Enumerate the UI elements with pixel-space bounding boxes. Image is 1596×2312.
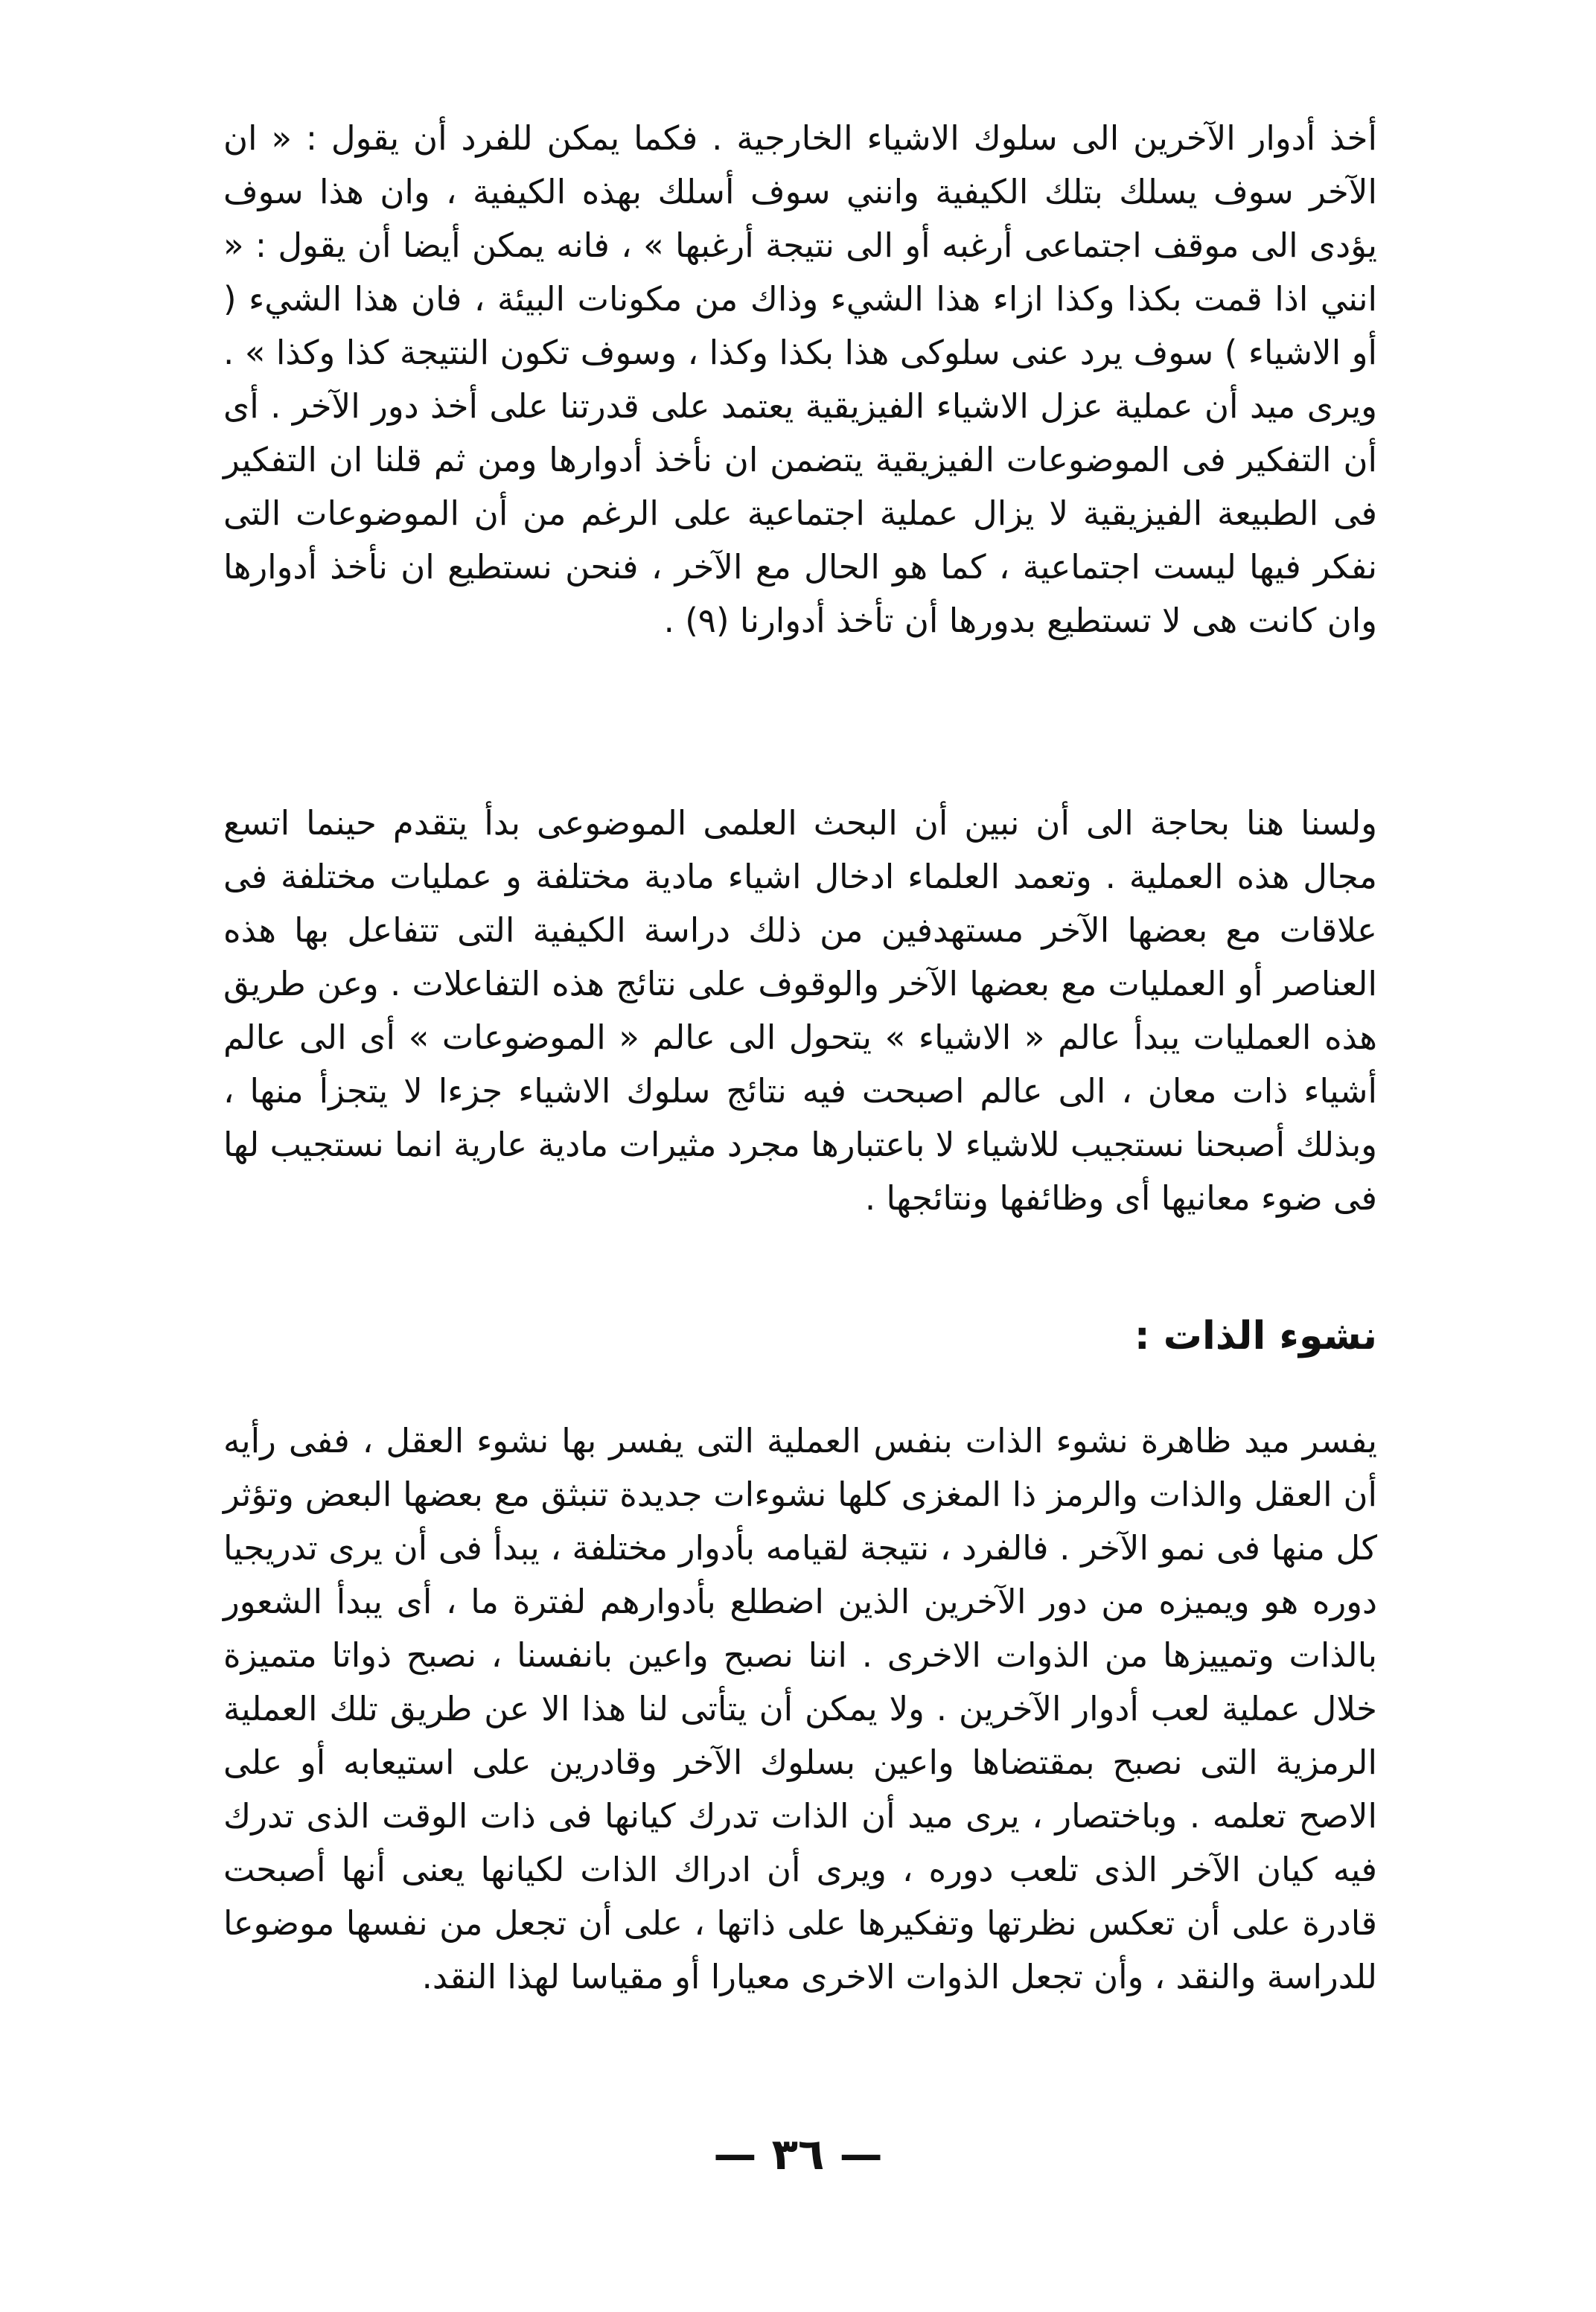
paragraph-scientific-research: ولسنا هنا بحاجة الى أن نبين أن البحث العلمى الموضوعى بدأ يتقدم حينما اتسع مجال هذه العملية . وتعمد العلماء ادخال اشياء مادية مختلفة و عمليات مختلفة فى علاقات مع بعضها الآخر مستهدفين من ذلك دراسة الكيفية التى تتفاعل بها هذه العناصر أو العمليات مع بعضها الآخر والوقوف على نتائج هذه التفاعلات . وعن طريق هذه العمليات يبدأ عالم « الاشياء » يتحول الى عالم « الموضوعات » أى الى عالم أشياء ذات معان ، الى عالم اصبحت فيه نتائج سلوك الاشياء جزءا لا يتجزأ منها ، وبذلك أصبحنا نستجيب للاشياء لا باعتبارها مجرد مثيرات مادية عارية انما نستجيب لها فى ضوء معانيها أى وظائفها ونتائجها . [223, 803, 1377, 1218]
paragraph-taking-roles-of-objects: أخذ أدوار الآخرين الى سلوك الاشياء الخارجية . فكما يمكن للفرد أن يقول : « ان الآخر سوف يسلك بتلك الكيفية وانني سوف أسلك بهذه الكيفية ، وان هذا سوف يؤدى الى موقف اجتماعى أرغبه أو الى نتيجة أرغبها » ، فانه يمكن أيضا أن يقول : « انني اذا قمت بكذا وكذا ازاء هذا الشيء وذاك من مكونات البيئة ، فان هذا الشيء ( أو الاشياء ) سوف يرد عنى سلوكى هذا بكذا وكذا ، وسوف تكون النتيجة كذا وكذا » . ويرى ميد أن عملية عزل الاشياء الفيزيقية يعتمد على قدرتنا على أخذ دور الآخر . أى أن التفكير فى الموضوعات الفيزيقية يتضمن ان نأخذ أدوارها ومن ثم قلنا ان التفكير فى الطبيعة الفيزيقية لا يزال عملية اجتماعية على الرغم من أن الموضوعات التى نفكر فيها ليست اجتماعية ، كما هو الحال مع الآخر ، فنحن نستطيع ان نأخذ أدوارها وان كانت هى لا تستطيع بدورها أن تأخذ أدوارنا (٩) . [223, 118, 1377, 640]
page-number: — ٣٦ — [713, 2129, 883, 2180]
section-heading: نشوء الذات : [1134, 1314, 1377, 1358]
paragraph-emergence-of-self: يفسر ميد ظاهرة نشوء الذات بنفس العملية التى يفسر بها نشوء العقل ، ففى رأيه أن العقل والذات والرمز ذا المغزى كلها نشوءات جديدة تنبثق مع بعضها البعض وتؤثر كل منها فى نمو الآخر . فالفرد ، نتيجة لقيامه بأدوار مختلفة ، يبدأ فى أن يرى تدريجيا دوره هو ويميزه من دور الآخرين الذين اضطلع بأدوارهم لفترة ما ، أى يبدأ الشعور بالذات وتمييزها من الذوات الاخرى . اننا نصبح واعين بانفسنا ، نصبح ذواتا متميزة خلال عملية لعب أدوار الآخرين . ولا يمكن أن يتأتى لنا هذا الا عن طريق تلك العملية الرمزية التى نصبح بمقتضاها واعين بسلوك الآخر وقادرين على استيعابه أو على الاصح تعلمه . وباختصار ، يرى ميد أن الذات تدرك كيانها فى ذات الوقت الذى تدرك فيه كيان الآخر الذى تلعب دوره ، ويرى أن ادراك الذات لكيانها يعنى أنها أصبحت قادرة على أن تعكس نظرتها وتفكيرها على ذاتها ، على أن تجعل من نفسها موضوعا للدراسة والنقد ، وأن تجعل الذوات الاخرى معيارا أو مقياسا لهذا النقد. [223, 1421, 1377, 1996]
